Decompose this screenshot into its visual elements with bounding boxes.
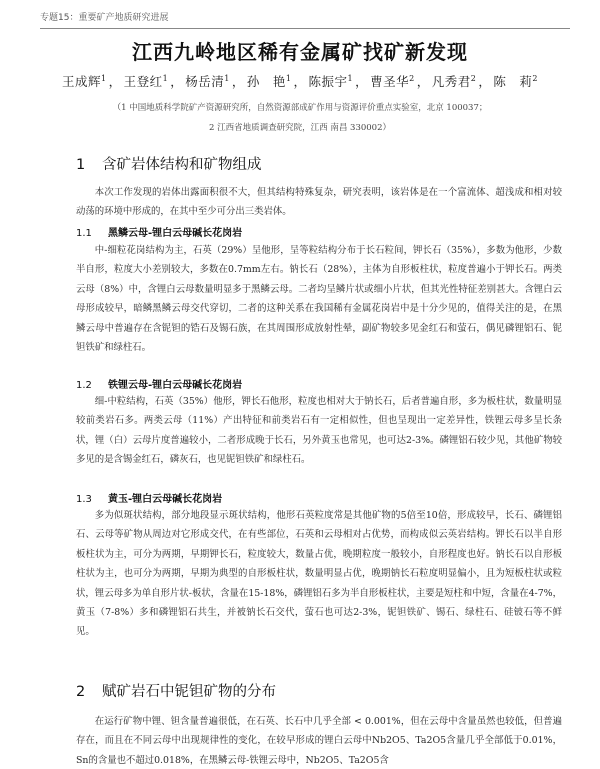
author-name-text: 王成辉 [62, 74, 102, 89]
author-affiliation-mark: 1 [285, 73, 292, 83]
section-2-body: 在运行矿物中锂、钽含量普遍很低，在石英、长石中几乎全部 < 0.001%，但在云母中含量虽然也较低，但普遍存在，而且在不同云母中出现规律性的变化，在较早形成的锂白云母中Nb2O5、Ta2O5含量几乎全部低于0.01%，Sn的含量也不超过0.018%，在黑鳞云母-铁锂云母中，Nb2O5、Ta2O5含 [76, 716, 562, 766]
author-name [370, 74, 415, 89]
author-affiliation-mark: 2 [470, 73, 477, 83]
section-1-intro: 本次工作发现的岩体出露面积很不大，但其结构特殊复杂，研究表明，该岩体是在一个富流体、超浅成和相对较动荡的环境中形成的，在其中至少可分出三类岩体。 [76, 187, 562, 218]
author-name-text: 陈振宇 [308, 74, 348, 89]
subsection-number: 1.2 [76, 380, 92, 391]
subsection-1-3-heading [76, 490, 222, 505]
author-name [247, 74, 292, 89]
paper-title: 江西九岭地区稀有金属矿找矿新发现 [132, 40, 468, 64]
author-separator: ， [355, 74, 369, 89]
affiliation-line-2: 2 江西省地质调查研究院，江西 南昌 330002） [209, 123, 391, 133]
author-affiliation-mark: 2 [409, 73, 415, 83]
section-title: 含矿岩体结构和矿物组成 [102, 157, 262, 173]
subsection-title: 铁锂云母-锂白云母碱长花岗岩 [108, 380, 243, 391]
author-separator: ， [108, 74, 122, 89]
author-affiliation-mark: 1 [224, 73, 230, 83]
author-name [432, 74, 477, 89]
affiliation-line-1: （1 中国地质科学院矿产资源研究所，自然资源部成矿作用与资源评价重点实验室，北京 100037； [112, 103, 488, 113]
author-name-text: 曹圣华 [370, 74, 410, 89]
author-name [309, 74, 354, 89]
author-name [493, 74, 538, 89]
running-header: 专题15：重要矿产地质研究进展 [40, 10, 570, 29]
subsection-number: 1.1 [76, 228, 92, 239]
section-title: 赋矿岩石中铌钽矿物的分布 [102, 684, 276, 700]
author-separator: ， [478, 74, 492, 89]
subsection-1-2-body: 细-中粒结构，石英（35%）他形，钾长石他形，粒度也相对大于钠长石，后者普遍自形，多为板柱状，数量明显较前类岩石多。两类云母（11%）产出特征和前类岩石有一定相似性，但也呈现出一定差异性，铁锂云母多呈长条状，锂（白）云母片度普遍较小，二者形成晚于长石，另外黄玉也常见，也可达2-3%。磷锂铝石较少见，其他矿物较多见的是含锡金红石，磷灰石，也见铌钽铁矿和绿柱石。 [76, 396, 562, 466]
subsection-title: 黑鳞云母-锂白云母碱长花岗岩 [108, 228, 243, 239]
author-name [124, 74, 169, 89]
author-list [0, 72, 600, 90]
author-separator: ， [231, 74, 245, 89]
author-separator: ， [293, 74, 307, 89]
subsection-title: 黄玉-锂白云母碱长花岗岩 [108, 494, 223, 505]
subsection-1-2-heading [76, 376, 242, 391]
section-number: 1 [76, 157, 86, 173]
author-affiliation-mark: 1 [101, 73, 107, 83]
subsection-1-1-body: 中-细粒花岗结构为主，石英（29%）呈他形，呈等粒结构分布于长石粒间，钾长石（35%），多数为他形，少数半自形，粒度大小差别较大，多数在0.7mm左右。钠长石（28%），主体为自形板柱状，粒度普遍小于钾长石。两类云母（8%）中，含锂白云母数量明显多于黑鳞云母。二者均呈鳞片状或细小片状，但其光性特征差别甚大。含锂白云母形成较早，暗鳞黑鳞云母交代穿切，二者的这种关系在我国稀有金属花岗岩中是十分少见的，值得关注的是，在黑鳞云母中普遍存在含铌钽的锆石及锡石族，在其周围形成放射性晕，副矿物较多见金红石和萤石，偶见磷锂铝石、铌钽铁矿和绿柱石。 [76, 245, 562, 354]
author-affiliation-mark: 2 [532, 73, 538, 83]
author-name [62, 74, 107, 89]
section-2-heading [76, 680, 276, 701]
section-number: 2 [76, 684, 86, 700]
section-1-heading [76, 153, 262, 174]
author-affiliation-mark: 1 [162, 73, 169, 83]
author-separator: ， [416, 74, 430, 89]
subsection-1-1-heading [76, 224, 242, 239]
author-name-text: 王登红 [123, 74, 163, 89]
author-name-text: 凡秀君 [431, 74, 471, 89]
subsection-1-3-body: 多为似斑状结构，部分地段显示斑状结构，他形石英粒度常是其他矿物的5倍至10倍，形成较早，长石、磷锂铝石、云母等矿物从周边对它形成交代，在有些部位，石英和云母相对占优势，而构成似云英岩结构。钾长石以半自形板柱状为主，可分为两期，早期钾长石，粒度较大，数量占优，晚期粒度一般较小，自形程度也好。钠长石以自形板柱状为主，也可分为两期，早期为典型的自形板柱状，数量明显占优，晚期钠长石粒度明显偏小，且为短板柱状或粒状，锂云母多为单自形片状-板状，含量在15-18%，磷锂铝石多为半自形板柱状，主要是短柱和中短，含量在4-7%，黄玉（7-8%）多和磷锂铝石共生，并被钠长石交代，萤石也可达2-3%，铌钽铁矿、锡石、绿柱石、硅铍石等不鲜见。 [76, 510, 562, 638]
subsection-number: 1.3 [76, 494, 92, 505]
author-affiliation-mark: 1 [347, 73, 354, 83]
author-name-text: 杨岳清 [185, 74, 225, 89]
author-name [185, 74, 230, 89]
author-name-text: 孙 艳 [246, 74, 286, 89]
author-name-text: 陈 莉 [493, 74, 533, 89]
author-separator: ， [170, 74, 184, 89]
